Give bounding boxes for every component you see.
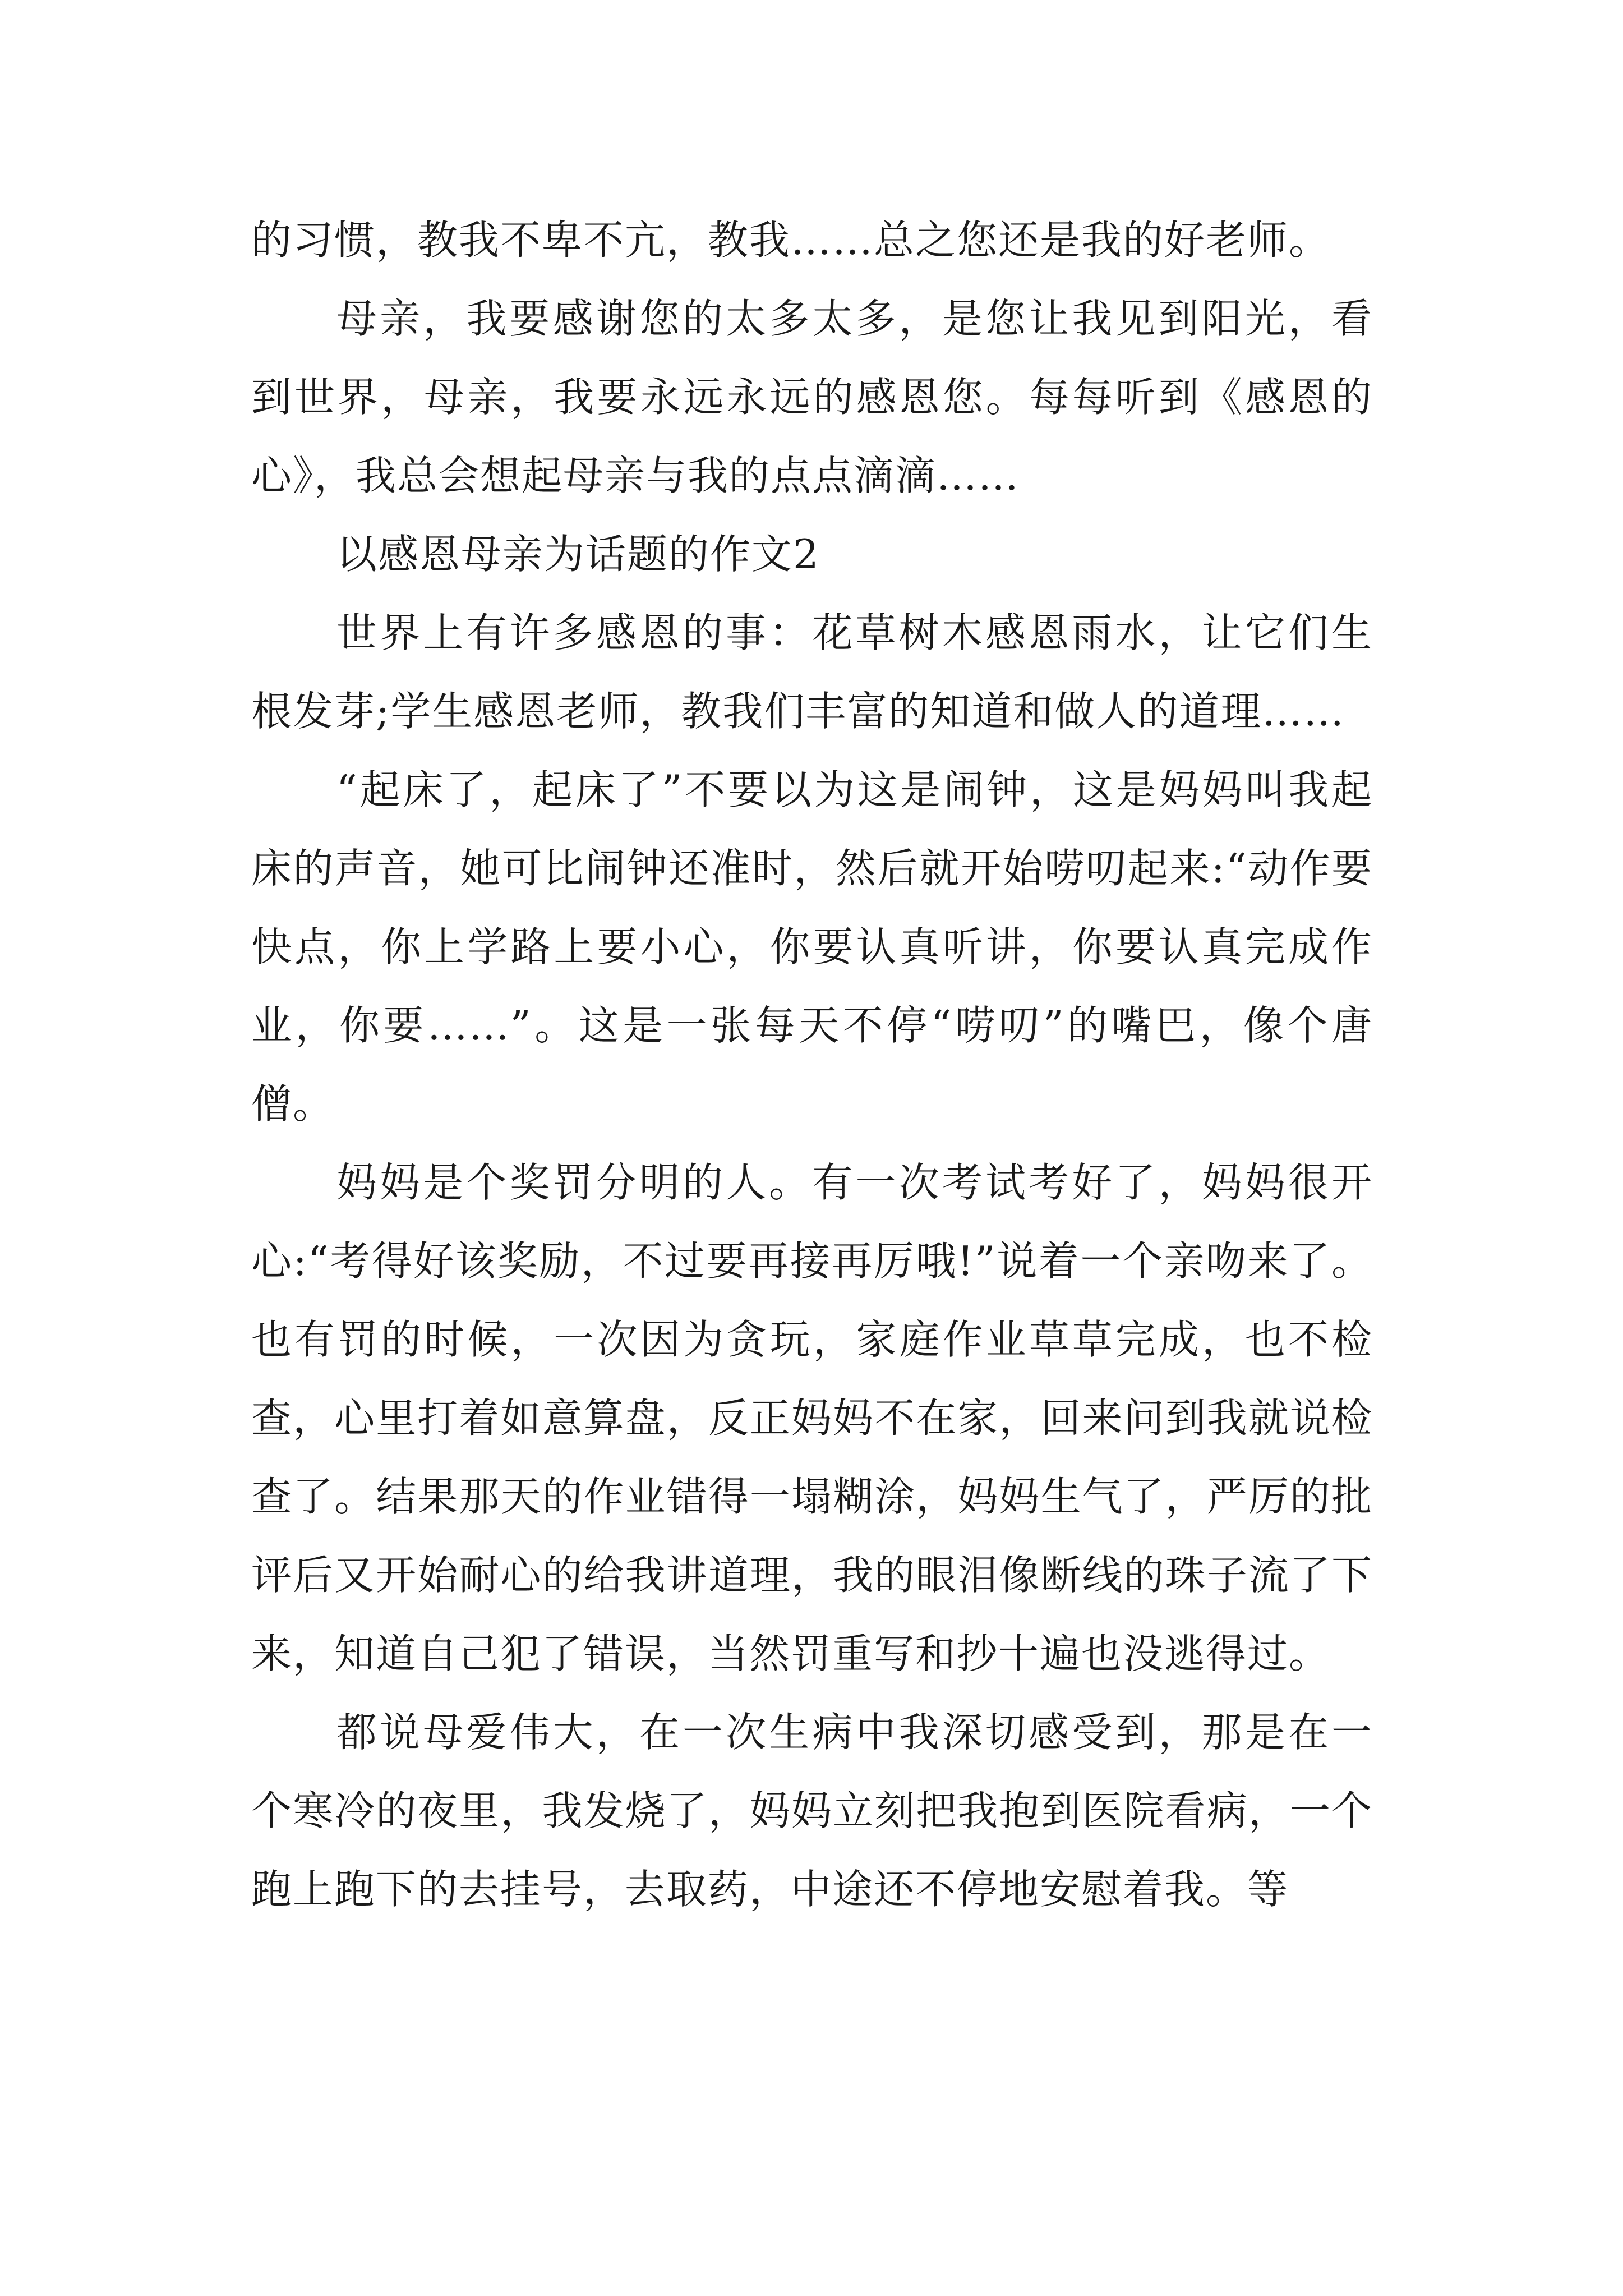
paragraph-thanks-mother: 母亲，我要感谢您的太多太多，是您让我见到阳光，看到世界，母亲，我要永远永远的感恩您。每每听到《感恩的心》，我总会想起母亲与我的点点滴滴……: [251, 295, 1373, 499]
document-body: [251, 201, 1373, 1929]
paragraph-reward-punish: 妈妈是个奖罚分明的人。有一次考试考好了，妈妈很开心:“考得好该奖励，不过要再接再厉哦!”说着一个亲吻来了。也有罚的时候，一次因为贪玩，家庭作业草草完成，也不检查，心里打着如意算盘，反正妈妈不在家，回来问到我就说检查了。结果那天的作业错得一塌糊涂，妈妈生气了，严厉的批评后又开始耐心的给我讲道理，我的眼泪像断线的珠子流了下来，知道自己犯了错误，当然罚重写和抄十遍也没逃得过。: [251, 1159, 1373, 1677]
paragraph-continuation: 的习惯，教我不卑不亢，教我……总之您还是我的好老师。: [251, 217, 1331, 264]
essay-heading: 以感恩母亲为话题的作文2: [336, 531, 820, 578]
paragraph-wake-up: “起床了，起床了”不要以为这是闹钟，这是妈妈叫我起床的声音，她可比闹钟还准时，然后就开始唠叨起来:“动作要快点，你上学路上要小心，你要认真听讲，你要认真完成作业，你要……”。这是一张每天不停“唠叨”的嘴巴，像个唐僧。: [251, 766, 1373, 1128]
paragraph-world-gratitude: 世界上有许多感恩的事：花草树木感恩雨水，让它们生根发芽;学生感恩老师，教我们丰富的知道和做人的道理……: [251, 609, 1373, 735]
paragraph-illness: 都说母爱伟大，在一次生病中我深切感受到，那是在一个寒冷的夜里，我发烧了，妈妈立刻把我抱到医院看病，一个跑上跑下的去挂号，去取药，中途还不停地安慰着我。等: [251, 1709, 1373, 1913]
